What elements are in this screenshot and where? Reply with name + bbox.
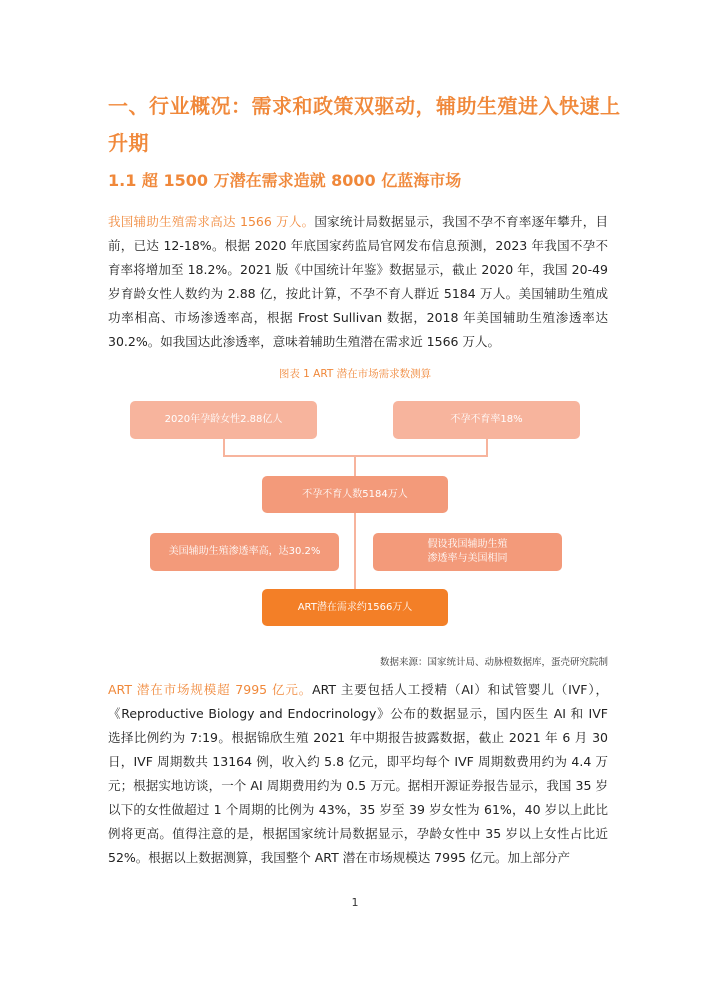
infertility-rate-box: 不孕不育率18%: [393, 401, 580, 439]
subsection-heading: 1.1 超 1500 万潜在需求造就 8000 亿蓝海市场: [108, 171, 462, 190]
assumption-box: [373, 533, 562, 571]
connector-line: [354, 513, 356, 589]
section-heading: 一、行业概况：需求和政策双驱动，辅助生殖进入快速上升期: [108, 94, 621, 155]
art-demand-result-box: ART潜在需求约1566万人: [262, 589, 448, 626]
connector-line: [223, 439, 225, 456]
figure-title: 图表 1 ART 潜在市场需求数测算: [278, 368, 432, 380]
figure-source: 数据来源：国家统计局、动脉橙数据库，蛋壳研究院制: [379, 657, 608, 668]
assumption-line-1: 假设我国辅助生殖: [427, 539, 508, 550]
infertile-population-box: 不孕不育人数5184万人: [262, 476, 448, 513]
paragraph-body: 国家统计局数据显示，我国不孕不育率逐年攀升，目前，已达 12-18%。根据 2020 年底国家药监局官网发布信息预测，2023 年我国不孕不育率将增加至 18.2%。2021 版《中国统计年鉴》数据显示，截止 2020 年，我国 20-49 岁育龄女性人数约为 2.88 亿，按此计算，不孕不育人群近 5184 万人。美国辅助生殖成功率相高、市场渗透率高，根据 Frost Sullivan 数据，2018 年美国辅助生殖渗透率达 30.2%。如我国达此渗透率，意味着辅助生殖潜在需求近 1566 万人。: [108, 214, 608, 349]
connector-line: [486, 439, 488, 456]
paragraph-body: ART 主要包括人工授精（AI）和试管婴儿（IVF），《Reproductive Biology and Endocrinology》公布的数据显示，国内医生 AI 和 IVF 选择比例约为 7:19。根据锦欣生殖 2021 年中期报告披露数据，截止 2021 年 6 月 30 日，IVF 周期数共 13164 例，收入约 5.8 亿元，即平均每个 IVF 周期数费用约为 4.4 万元；根据实地访谈，一个 AI 周期费用约为 0.5 万元。据相开源证券报告显示，我国 35 岁以下的女性做超过 1 个周期的比例为 43%，35 岁至 39 岁女性为 61%，40 岁以上此比例将更高。值得注意的是，根据国家统计局数据显示，孕龄女性中 35 岁以上女性占比近 52%。根据以上数据测算，我国整个 ART 潜在市场规模达 7995 亿元。加上部分产: [108, 682, 608, 865]
us-penetration-box: 美国辅助生殖渗透率高，达30.2%: [150, 533, 339, 571]
paragraph-lead: 我国辅助生殖需求高达 1566 万人。: [108, 214, 315, 229]
assumption-line-2: 渗透率与美国相同: [427, 553, 508, 564]
paragraph-demand: [108, 210, 608, 354]
paragraph-market: [108, 678, 608, 870]
connector-line: [354, 456, 356, 476]
women-count-box: 2020年孕龄女性2.88亿人: [130, 401, 317, 439]
page-number: 1: [351, 896, 359, 909]
paragraph-lead: ART 潜在市场规模超 7995 亿元。: [108, 682, 313, 697]
